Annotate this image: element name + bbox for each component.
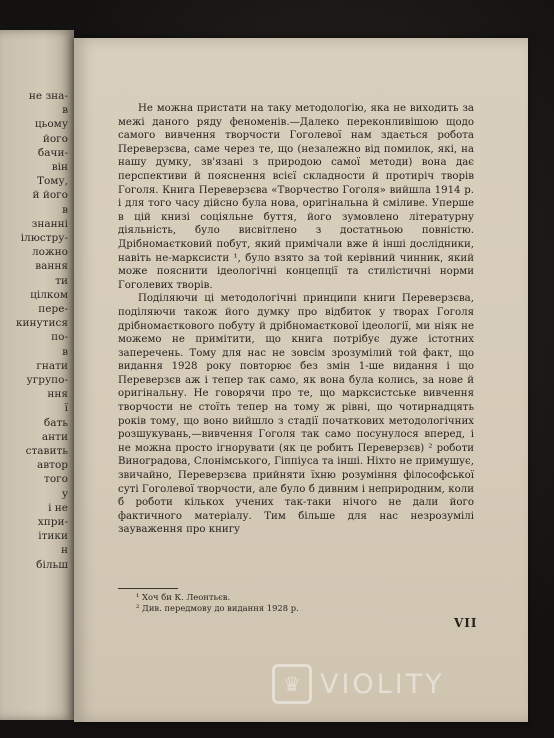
previous-page-text-fragment: бачи- <box>37 146 68 159</box>
previous-page-text-fragment: ілюстру- <box>20 232 68 244</box>
previous-page-text-fragment: ітики <box>38 530 68 543</box>
footnotes <box>118 592 474 614</box>
previous-page-text-fragment: хпри- <box>37 516 68 528</box>
crown-logo-icon: ♛ <box>272 664 312 704</box>
previous-page-text-fragment: цьому <box>34 118 68 131</box>
previous-page-text-fragment: ти <box>55 274 68 287</box>
page-body-text <box>118 102 474 537</box>
paragraph-2: Поділяючи ці методологічні принципи книги Переверзєва, поділяючи також його думку про відбиток у творах Гоголя дрібномаєткового побуту й дрібномаєткової ідеології, ми ніяк не можемо не примітити, що книга потрібує дуже істотних заперечень. Тому для нас не зовсім зрозумілий той факт, що видання 1928 року повторює без змін 1-ше видання і що Переверзєв аж і тепер так само, як вона була колись, за нове й оригінальну. Не говорячи про те, що марксистське вивчення творчости не стоїть тепер на тому ж рівні, що чотирнадцять років тому, що воно вийшло з стадії початкових методологічних розшукувань,—вивчення Гоголя так само посунулося вперед, і не можна просто ігнорувати (як це робить Переверзєв) ² роботи Виноградова, Слонімського, Гіппіуса та інші. Ніхто не примушує, звичайно, Переверзєва прийняти їхню розуміння філософської суті Гоголевої творчости, але було б дивним і неприродним, коли б роботи кількох учених так-таки нічого не дали його фактичного матеріалу. Тим більше для нас незрозумілі зауваження про книгу <box>118 293 474 536</box>
previous-page-text-fragment: в <box>62 203 68 216</box>
paragraph-1: Не можна пристати на таку методологію, яка не виходить за межі даного ряду феноменів.—Далеко переконливішою щодо самого вивчення творчости Гоголевої нам здається робота Переверзєва, саме через те, що (незалежно від помилок, які, на нашу думку, зв'язані з природою самої методи) вона дає перспективи й пояснення всієї складности й протиріч творів Гоголя. Книга Переверзєва «Творчество Гоголя» вийшла 1914 р. і для того часу дійсно була нова, оригінальна й сміливе. Уперше в цій книзі соціяльне буття, його зумовлено літературну діяльність, було висвітлено з достатньою повністю. Дрібномаєтковий побут, який примічали вже й інші дослідники, навіть не-марксисти ¹, було взято за той керівний чинник, який може пояснити ідеологічні концепції та стилістичні норми Гоголевих творів. <box>118 103 474 291</box>
footnote-1: ¹ Хоч би К. Леонтьєв. <box>136 592 231 602</box>
previous-page-text-fragment: бать <box>43 416 68 429</box>
previous-page-text-fragment: у <box>61 487 68 500</box>
previous-page-text-fragment: більш <box>36 558 68 571</box>
book-page <box>74 38 528 722</box>
previous-page-text-fragment: не зна- <box>28 90 68 102</box>
previous-page-text-fragment: угрупо- <box>26 374 68 386</box>
watermark-text: VIOLITY <box>320 668 445 700</box>
previous-page-text-fragment: ложно <box>32 246 68 259</box>
previous-page-text-fragment: він <box>51 161 68 173</box>
footnote-divider <box>118 588 178 589</box>
previous-page-text-fragment: вання <box>35 260 68 273</box>
previous-page-text-fragment: кинутися <box>15 317 68 330</box>
previous-page-text-fragment: автор <box>36 459 68 472</box>
page-number: VII <box>454 616 478 630</box>
previous-page-text-fragment: ставить <box>25 445 68 457</box>
previous-page-text-fragment: цілком <box>30 288 68 301</box>
previous-page-text-fragment: в <box>62 104 68 117</box>
previous-page-text-fragment: по- <box>51 331 68 344</box>
previous-page-text-fragment: в <box>62 345 68 358</box>
previous-page-text-fragment: ї <box>64 402 68 415</box>
previous-page-text-fragment: н <box>61 544 68 557</box>
previous-page-text-fragment: анти <box>41 430 68 443</box>
previous-page-text-fragment: пере- <box>38 303 68 315</box>
previous-page-text-fragment: гнати <box>36 359 68 372</box>
previous-page-text-fragment: знанні <box>31 217 68 230</box>
previous-page-text-fragment: Тому, <box>36 175 68 188</box>
previous-page-text-fragment: того <box>44 473 68 486</box>
previous-page-text-fragment: і не <box>48 501 68 514</box>
previous-page-text-fragment: ння <box>47 388 68 401</box>
footnote-2: ² Див. передмову до видання 1928 р. <box>136 603 299 613</box>
previous-page <box>0 30 74 720</box>
watermark <box>272 664 445 704</box>
previous-page-text-fragment: його <box>42 132 68 145</box>
previous-page-text-fragment: й його <box>32 189 68 202</box>
